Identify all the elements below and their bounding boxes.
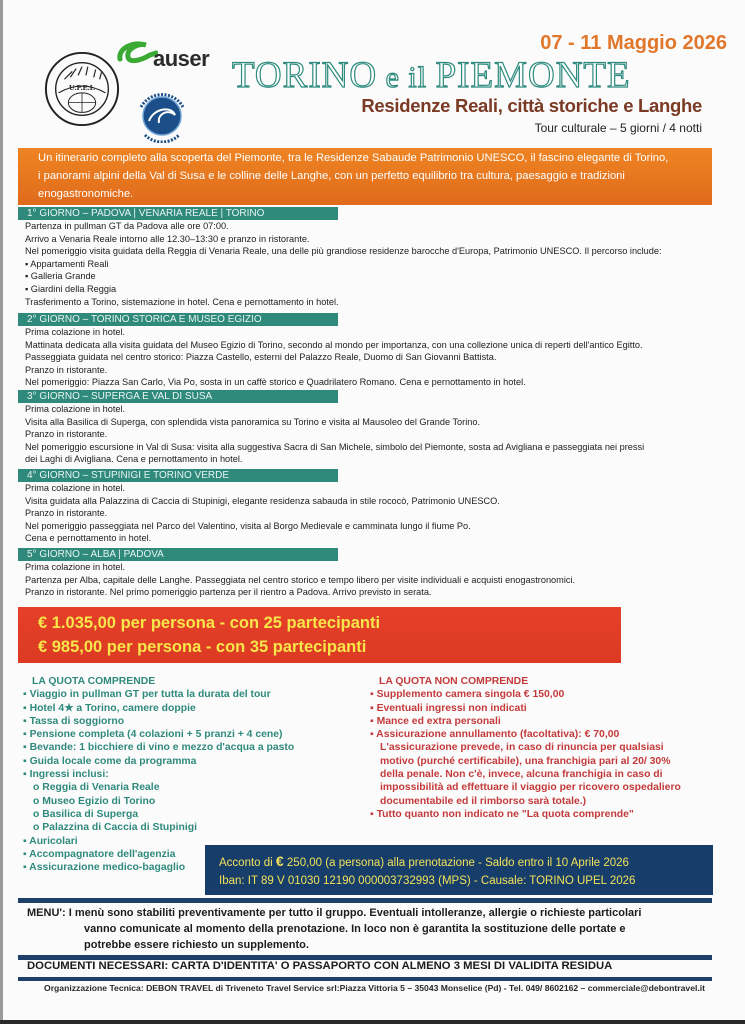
excluded-item: ▪ Assicurazione annullamento (facoltativa): € 70,00: [370, 729, 620, 741]
included-item: ▪ Tassa di soggiorno: [23, 715, 125, 727]
included-heading: LA QUOTA COMPRENDE: [32, 676, 156, 687]
included-item: ▪ Ingressi inclusi:: [23, 769, 109, 781]
included-item: ▪ Accompagnatore dell'agenzia: [23, 848, 176, 860]
page-title: [232, 54, 631, 97]
day-line: Visita alla Basilica di Superga, con splendida vista panoramica su Torino e visita al Mausoleo del Grande Torino.: [25, 416, 481, 427]
documents-required: DOCUMENTI NECESSARI: CARTA D'IDENTITA' O PASSAPORTO CON ALMENO 3 MESI DI VALIDITA RESIDUA: [27, 960, 613, 972]
insurance-note-line: della penale. Non c'è, invece, alcuna franchigia in caso di: [380, 769, 663, 781]
upel-logo: [43, 50, 121, 128]
euro-symbol: €: [275, 853, 284, 869]
day-line: Nel pomeriggio visita guidata della Reggia di Venaria Reale, una delle più grandiose residenze barocche d'Europa, Patrimonio UNESCO. Il percorso include:: [25, 246, 662, 257]
auser-logo-text: auser: [153, 46, 210, 71]
included-sub-item: o Basilica di Superga: [33, 808, 139, 820]
day-line: Prima colazione in hotel.: [25, 562, 126, 572]
title-piemonte: PIEMONTE: [435, 55, 631, 96]
day-3-text: [25, 403, 725, 466]
intro-line: i panorami alpini della Val di Susa e le colline delle Langhe, con un perfetto equilibrio tra cultura, paesaggio e tradizioni: [38, 170, 625, 182]
day-line: Pranzo in ristorante.: [25, 364, 108, 375]
deposit-detail: 250,00 (a persona) alla prenotazione - Saldo entro il 10 Aprile 2026: [283, 857, 629, 869]
day-bullet: ▪ Appartamenti Reali: [25, 258, 109, 269]
day-line: Partenza in pullman GT da Padova alle ore 07:00.: [25, 221, 229, 231]
day-line: Arrivo a Venaria Reale intorno alle 12.30–13:30 e pranzo in ristorante.: [25, 233, 310, 244]
insurance-note-line: impossibilità ad effettuare il viaggio per ricovero ospedaliero: [380, 782, 681, 794]
universita-popolare-logo: [133, 85, 191, 143]
iban-line: Iban: IT 89 V 01030 12190 000003732993 (MPS) - Causale: TORINO UPEL 2026: [219, 875, 636, 887]
intro-line: enogastronomiche.: [38, 188, 134, 200]
day-line: Trasferimento a Torino, sistemazione in hotel. Cena e pernottamento in hotel.: [25, 296, 339, 307]
intro-line: Un itinerario completo alla scoperta del Piemonte, tra le Residenze Sabaude Patrimonio UNESCO, il fascino elegante di Torino,: [38, 152, 669, 164]
excluded-item: ▪ Tutto quanto non indicato ne "La quota comprende": [370, 808, 634, 820]
included-sub-item: o Palazzina di Caccia di Stupinigi: [33, 822, 197, 834]
day-line: Partenza per Alba, capitale delle Langhe. Passeggiata nel centro storico e tempo libero per visite individuali e acquisti enogastronomici.: [25, 574, 576, 585]
day-2-heading: 2° GIORNO – TORINO STORICA E MUSEO EGIZIO: [18, 313, 338, 326]
day-line: Nel pomeriggio passeggiata nel Parco del Valentino, visita al Borgo Medievale e camminata lungo il fiume Po.: [25, 520, 471, 531]
day-3-heading: 3° GIORNO – SUPERGA E VAL DI SUSA: [18, 390, 338, 403]
menu-note-line: potrebbe essere richiesto un supplemento.: [84, 939, 309, 951]
day-line: Passeggiata guidata nel centro storico: Piazza Castello, esterni del Palazzo Reale, Duomo di San Giovanni Battista.: [25, 352, 497, 363]
day-line: Pranzo in ristorante. Nel primo pomeriggio partenza per il rientro a Padova. Arrivo previsto in serata.: [25, 587, 432, 598]
day-line: Prima colazione in hotel.: [25, 327, 126, 337]
deposit-label: Acconto di: [219, 857, 276, 869]
day-bullet: ▪ Galleria Grande: [25, 271, 96, 282]
menu-note: [27, 905, 727, 953]
day-1-text: [25, 220, 725, 308]
payment-box: [205, 845, 713, 895]
deposit-line: [219, 852, 713, 872]
day-line: Visita guidata alla Palazzina di Caccia di Stupinigi, elegante residenza sabauda in stile rococò, Patrimonio UNESCO.: [25, 495, 500, 506]
day-4-heading: 4° GIORNO – STUPINIGI E TORINO VERDE: [18, 469, 338, 482]
day-line: Prima colazione in hotel.: [25, 483, 126, 493]
intro-banner: [18, 148, 712, 205]
included-sub-item: o Museo Egizio di Torino: [33, 795, 156, 807]
price-25-participants: € 1.035,00 per persona - con 25 partecipanti: [38, 614, 381, 632]
day-line: Nel pomeriggio escursione in Val di Susa: visita alla suggestiva Sacra di San Michele, simbolo del Piemonte, sosta ad Avigliana e passeggiata nei pressi: [25, 441, 645, 452]
included-sub-item: o Reggia di Venaria Reale: [33, 782, 160, 794]
insurance-note-line: documentabile ed il rimborso sarà totale.): [380, 795, 587, 807]
auser-swoosh-icon: [116, 37, 158, 67]
title-connector: e il: [377, 61, 436, 94]
day-line: Pranzo in ristorante.: [25, 429, 108, 440]
included-item: ▪ Viaggio in pullman GT per tutta la durata del tour: [23, 689, 271, 701]
insurance-note-line: motivo (purché certificabile), una franchigia pari al 20/ 30%: [380, 755, 671, 767]
day-5-text: [25, 561, 725, 599]
included-item: ▪ Hotel 4★ a Torino, camere doppie: [23, 702, 196, 714]
day-line: Pranzo in ristorante.: [25, 508, 108, 519]
insurance-note-line: L'assicurazione prevede, in caso di rinuncia per qualsiasi: [380, 742, 664, 754]
day-5-heading: 5° GIORNO – ALBA | PADOVA: [18, 548, 338, 561]
divider: [18, 898, 712, 903]
day-line: Nel pomeriggio: Piazza San Carlo, Via Po, sosta in un caffè storico e Quadrilatero Romano. Cena e pernottamento in hotel.: [25, 377, 526, 388]
day-line: Mattinata dedicata alla visita guidata del Museo Egizio di Torino, secondo al mondo per importanza, con una collezione unica di reperti dell'antico Egitto.: [25, 339, 643, 350]
excluded-item: ▪ Eventuali ingressi non indicati: [370, 702, 527, 714]
excluded-list: [370, 675, 740, 821]
tour-duration: Tour culturale – 5 giorni / 4 notti: [534, 121, 702, 135]
scan-border-left: [0, 0, 3, 1024]
included-item: ▪ Guida locale come da programma: [23, 755, 197, 767]
menu-note-line: vanno comunicate al momento della prenotazione. In loco non è garantita la sostituzione delle portate e: [84, 923, 626, 935]
day-line: dei Laghi di Avigliana. Cena e pernottamento in hotel.: [25, 454, 243, 465]
excluded-heading: LA QUOTA NON COMPRENDE: [379, 676, 529, 687]
included-item: ▪ Auricolari: [23, 835, 78, 847]
included-item: ▪ Bevande: 1 bicchiere di vino e mezzo d'acqua a pasto: [23, 742, 295, 754]
scan-border-bottom: [0, 1020, 745, 1024]
day-line: Cena e pernottamento in hotel.: [25, 533, 152, 544]
price-banner: [18, 607, 621, 663]
included-item: ▪ Pensione completa (4 colazioni + 5 pranzi + 4 cene): [23, 729, 283, 741]
day-line: Prima colazione in hotel.: [25, 404, 126, 414]
page-subtitle: Residenze Reali, città storiche e Langhe: [361, 95, 702, 116]
excluded-item: ▪ Supplemento camera singola € 150,00: [370, 689, 565, 701]
tour-dates: 07 - 11 Maggio 2026: [540, 32, 727, 54]
price-35-participants: € 985,00 per persona - con 35 partecipanti: [38, 638, 367, 656]
excluded-item: ▪ Mance ed extra personali: [370, 715, 501, 727]
organizer-info: Organizzazione Tecnica: DEBON TRAVEL di Triveneto Travel Service srl:Piazza Vittoria 5 – 35043 Monselice (Pd) - Tel. 049/ 8602162 – commerciale@debontravel.it: [44, 983, 705, 993]
upel-logo-text: U.P.E.L: [69, 82, 95, 92]
day-bullet: ▪ Giardini della Reggia: [25, 283, 117, 294]
title-torino: TORINO: [232, 55, 378, 96]
included-item: ▪ Assicurazione medico-bagaglio: [23, 862, 186, 874]
day-4-text: [25, 482, 725, 545]
day-2-text: [25, 326, 725, 389]
menu-note-line: MENU': I menù sono stabiliti preventivamente per tutto il gruppo. Eventuali intolleranze, allergie o richieste particolari: [27, 907, 642, 919]
divider: [18, 977, 712, 981]
day-1-heading: 1° GIORNO – PADOVA | VENARIA REALE | TORINO: [18, 207, 338, 220]
